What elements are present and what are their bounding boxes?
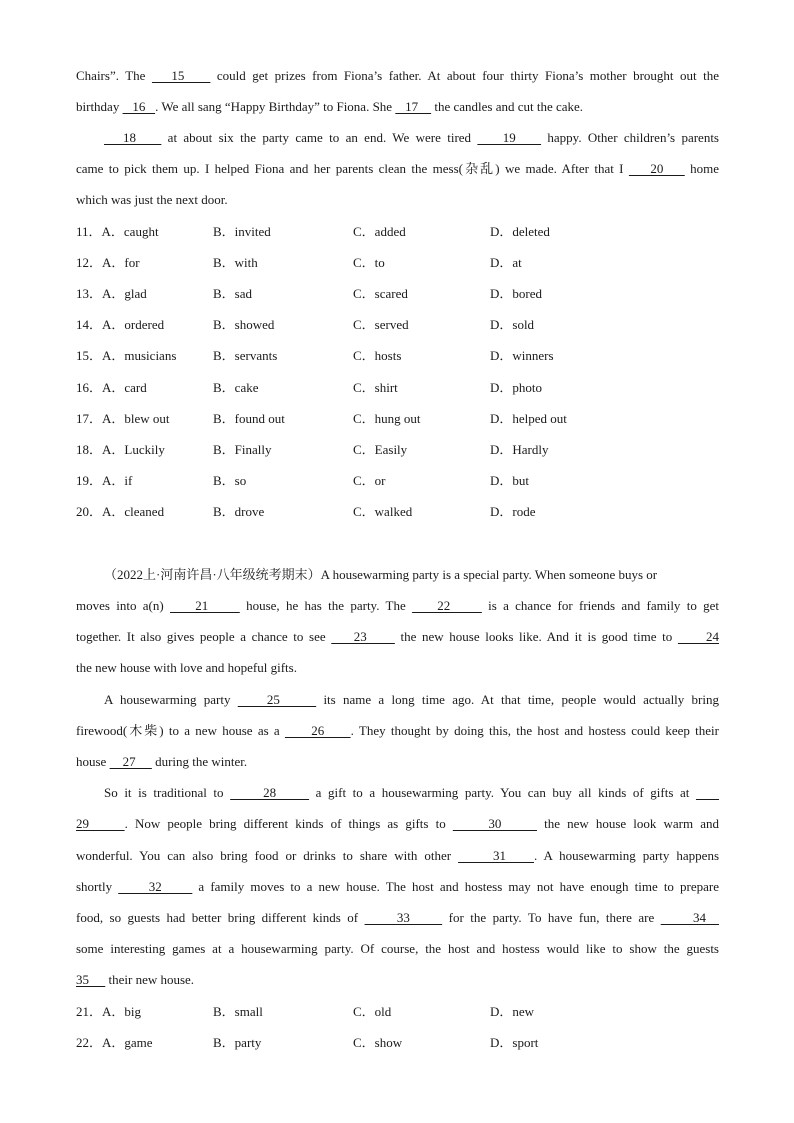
option-d: D．bored: [490, 286, 542, 301]
passage-text: firewood(木柴) to a new house as a: [76, 723, 285, 738]
option-c: C．old: [353, 1004, 392, 1019]
passage1-line: [76, 190, 719, 210]
answer-blank: 31: [458, 848, 534, 863]
option-c: C．to: [353, 255, 385, 270]
passage-text: the new house look warm and: [536, 816, 720, 831]
answer-blank: 25: [237, 692, 317, 707]
answer-blank: 35: [76, 972, 106, 987]
option-b: B．servants: [213, 348, 278, 363]
answer-blank: 23: [331, 629, 395, 644]
passage-text: could get prizes from Fiona’s father. At about four thirty Fiona’s mother brought out the: [210, 68, 720, 83]
option-d: D．sold: [490, 317, 535, 332]
answer-blank: 28: [230, 785, 310, 800]
option-d: D．but: [490, 473, 530, 488]
question-row: [76, 471, 719, 491]
answer-blank: 29: [76, 816, 125, 831]
passage-text: came to pick them up. I helped Fiona and her parents clean the mess(杂乱) we made. After that I: [76, 161, 629, 176]
passage-text: the new house with love and hopeful gifts.: [76, 660, 297, 675]
answer-blank: 15: [151, 68, 211, 83]
passage2-line: [76, 658, 719, 678]
passage2-line: [104, 690, 719, 710]
option-a: 21．A．big: [76, 1004, 142, 1019]
answer-blank: 16: [122, 99, 156, 114]
question-row: [76, 1033, 719, 1053]
passage2-line: [76, 846, 719, 866]
option-c: C．Easily: [353, 442, 408, 457]
option-b: B．sad: [213, 286, 253, 301]
option-c: C．scared: [353, 286, 408, 301]
option-a: 19．A．if: [76, 473, 133, 488]
answer-blank: 34: [660, 910, 719, 925]
answer-blank: [696, 785, 719, 800]
passage-text: . A housewarming party happens: [534, 848, 720, 863]
passage1-line: [76, 159, 719, 179]
answer-blank: 24: [677, 629, 719, 644]
option-d: D．deleted: [490, 224, 550, 239]
passage-text: house: [76, 754, 110, 769]
passage2-line: [104, 565, 719, 585]
answer-blank: 18: [104, 130, 162, 145]
option-a: 16．A．card: [76, 380, 147, 395]
passage2-line: [76, 752, 719, 772]
option-b: B．cake: [213, 380, 259, 395]
option-a: 13．A．glad: [76, 286, 147, 301]
passage2-line: [76, 970, 719, 990]
option-c: C．walked: [353, 504, 413, 519]
option-d: D．at: [490, 255, 522, 270]
passage1-line: [76, 97, 719, 117]
question-row: [76, 409, 719, 429]
passage-text: Chairs”. The: [76, 68, 152, 83]
answer-blank: 27: [109, 754, 152, 769]
option-a: 12．A．for: [76, 255, 140, 270]
passage2-line: [76, 877, 719, 897]
option-b: B．party: [213, 1035, 262, 1050]
option-a: 22．A．game: [76, 1035, 153, 1050]
passage2-line: [76, 939, 719, 959]
passage2-line: [76, 721, 719, 741]
passage-text: its name a long time ago. At that time, people would actually bring: [316, 692, 720, 707]
question-row: [76, 378, 719, 398]
passage-text: a family moves to a new house. The host and hostess may not have enough time to prepare: [192, 879, 720, 894]
option-b: B．Finally: [213, 442, 272, 457]
question-row: [76, 284, 719, 304]
answer-blank: 21: [170, 598, 240, 613]
passage-text: （2022上·河南许昌·八年级统考期末）A housewarming party is a special party. When someone buys or: [104, 567, 658, 582]
option-b: B．with: [213, 255, 258, 270]
passage-text: together. It also gives people a chance to see: [76, 629, 332, 644]
option-d: D．winners: [490, 348, 554, 363]
option-c: C．hung out: [353, 411, 421, 426]
passage-text: food, so guests had better bring different kinds of: [76, 910, 365, 925]
answer-blank: 20: [628, 161, 685, 176]
option-d: D．Hardly: [490, 442, 549, 457]
question-row: [76, 346, 719, 366]
answer-blank: 30: [452, 816, 537, 831]
option-d: D．helped out: [490, 411, 567, 426]
answer-blank: 17: [395, 99, 432, 114]
option-b: B．drove: [213, 504, 265, 519]
passage2-line: [104, 783, 719, 803]
option-b: B．small: [213, 1004, 263, 1019]
passage-text: their new house.: [105, 972, 195, 987]
option-c: C．served: [353, 317, 409, 332]
passage-text: wonderful. You can also bring food or drinks to share with other: [76, 848, 459, 863]
passage-text: a gift to a housewarming party. You can buy all kinds of gifts at: [309, 785, 696, 800]
passage-text: shortly: [76, 879, 119, 894]
option-c: C．added: [353, 224, 406, 239]
answer-blank: 33: [364, 910, 443, 925]
option-c: C．or: [353, 473, 386, 488]
passage-text: some interesting games at a housewarming party. Of course, the host and hostess would like to show the guests: [76, 941, 719, 956]
passage-text: the candles and cut the cake.: [431, 99, 584, 114]
passage-text: at about six the party came to an end. We were tired: [161, 130, 478, 145]
passage-text: birthday: [76, 99, 123, 114]
option-a: 14．A．ordered: [76, 317, 165, 332]
passage-text: happy. Other children’s parents: [541, 130, 719, 145]
question-row: [76, 222, 719, 242]
option-c: C．hosts: [353, 348, 402, 363]
passage-text: is a chance for friends and family to get: [481, 598, 720, 613]
passage1-line: [104, 128, 719, 148]
passage-text: the new house looks like. And it is good time to: [394, 629, 678, 644]
option-a: 18．A．Luckily: [76, 442, 165, 457]
option-a: 15．A．musicians: [76, 348, 177, 363]
passage2-line: [76, 814, 719, 834]
option-d: D．rode: [490, 504, 536, 519]
question-row: [76, 440, 719, 460]
option-c: C．show: [353, 1035, 403, 1050]
passage-text: home: [684, 161, 719, 176]
question-row: [76, 1002, 719, 1022]
answer-blank: 19: [477, 130, 542, 145]
passage-text: which was just the next door.: [76, 192, 228, 207]
passage-text: . They thought by doing this, the host and hostess could keep their: [350, 723, 719, 738]
passage-text: for the party. To have fun, there are: [442, 910, 661, 925]
option-d: D．photo: [490, 380, 543, 395]
option-d: D．new: [490, 1004, 535, 1019]
passage-text: . Now people bring different kinds of things as gifts to: [124, 816, 453, 831]
passage2-line: [76, 627, 719, 647]
question-row: [76, 502, 719, 522]
passage-text: house, he has the party. The: [239, 598, 413, 613]
option-a: 17．A．blew out: [76, 411, 170, 426]
option-a: 20．A．cleaned: [76, 504, 165, 519]
question-row: [76, 253, 719, 273]
option-b: B．invited: [213, 224, 271, 239]
option-b: B．found out: [213, 411, 285, 426]
passage-text: A housewarming party: [104, 692, 238, 707]
passage2-line: [76, 908, 719, 928]
option-b: B．showed: [213, 317, 275, 332]
passage-text: . We all sang “Happy Birthday” to Fiona. She: [155, 99, 396, 114]
option-c: C．shirt: [353, 380, 398, 395]
option-b: B．so: [213, 473, 247, 488]
option-d: D．sport: [490, 1035, 539, 1050]
passage-text: during the winter.: [151, 754, 248, 769]
passage-text: moves into a(n): [76, 598, 171, 613]
answer-blank: 26: [284, 723, 351, 738]
option-a: 11．A．caught: [76, 224, 159, 239]
answer-blank: 32: [118, 879, 193, 894]
question-row: [76, 315, 719, 335]
answer-blank: 22: [412, 598, 482, 613]
passage-text: So it is traditional to: [104, 785, 231, 800]
passage1-line: [76, 66, 719, 86]
passage2-line: [76, 596, 719, 616]
